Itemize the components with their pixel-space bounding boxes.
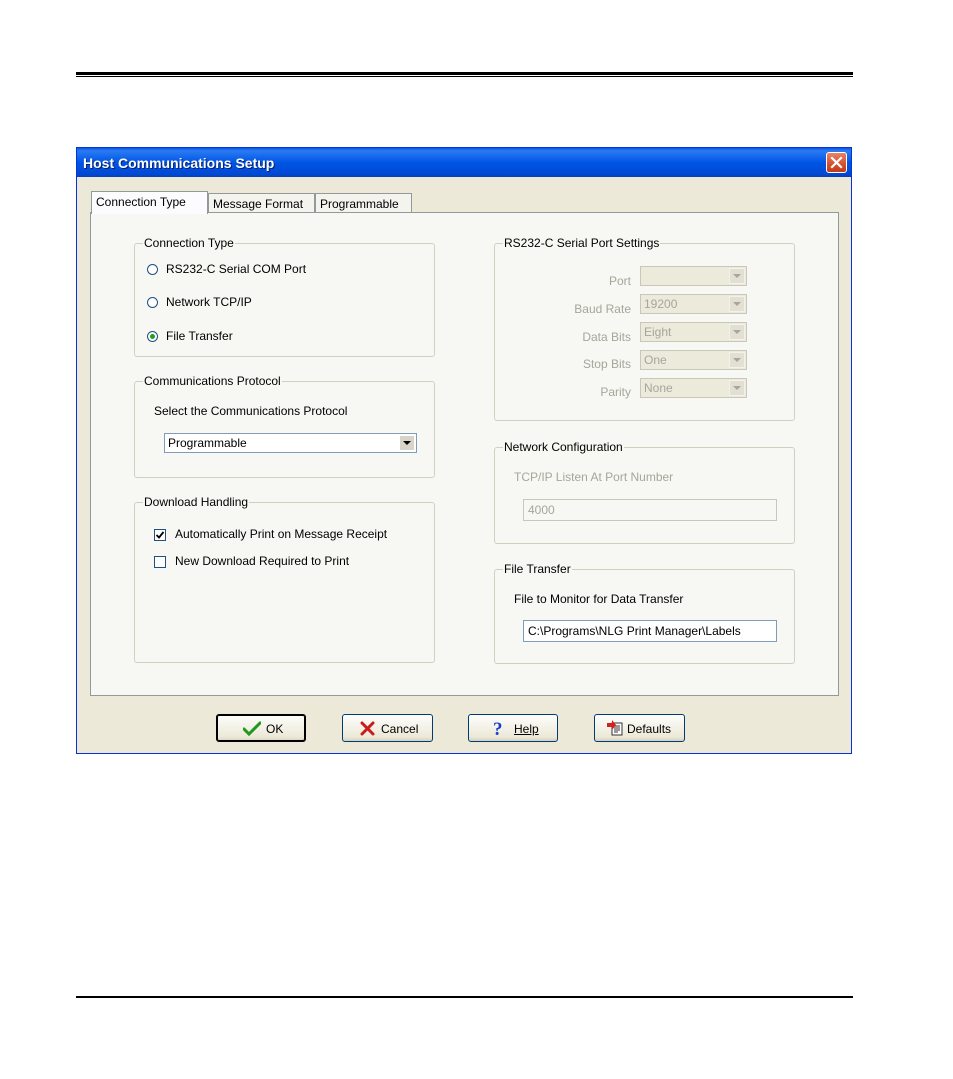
chevron-down-icon[interactable] [399, 435, 415, 451]
parity-value: None [644, 381, 673, 395]
parity-label: Parity [600, 385, 631, 399]
listen-port-input[interactable] [523, 499, 777, 521]
close-button[interactable] [826, 152, 847, 173]
svg-text:?: ? [493, 719, 503, 738]
tab-panel-connection-type [90, 212, 839, 696]
ok-label: OK [266, 722, 284, 736]
help-label: Help [514, 722, 539, 736]
tab-programmable[interactable] [315, 193, 412, 213]
tab-connection-type[interactable] [91, 191, 208, 214]
cancel-x-icon [360, 721, 375, 736]
listen-port-value: 4000 [528, 503, 555, 517]
group-legend: RS232-C Serial Port Settings [504, 236, 660, 250]
chevron-down-icon[interactable] [729, 296, 745, 312]
baud-rate-value: 19200 [644, 297, 678, 311]
chevron-down-icon[interactable] [729, 352, 745, 368]
baud-rate-label: Baud Rate [574, 302, 631, 316]
group-legend: Connection Type [144, 236, 234, 250]
page-top-rule [76, 72, 853, 77]
serial-port-settings-group [494, 236, 795, 421]
tab-label: Connection Type [96, 195, 186, 209]
protocol-value: Programmable [168, 436, 247, 450]
baud-rate-dropdown[interactable] [640, 294, 747, 314]
stop-bits-value: One [644, 353, 667, 367]
port-dropdown[interactable] [640, 266, 747, 286]
defaults-button[interactable] [594, 714, 685, 742]
monitor-file-input[interactable] [523, 620, 777, 642]
file-transfer-group [494, 562, 795, 664]
group-legend: File Transfer [504, 562, 571, 576]
stop-bits-label: Stop Bits [582, 357, 631, 371]
stop-bits-dropdown[interactable] [640, 350, 747, 370]
checkbox[interactable] [154, 529, 166, 541]
group-legend: Download Handling [144, 495, 249, 509]
help-question-icon [492, 719, 506, 738]
port-label: Port [608, 274, 631, 288]
chevron-down-icon[interactable] [729, 268, 745, 284]
ok-button[interactable] [216, 714, 306, 742]
chevron-down-icon[interactable] [729, 324, 745, 340]
radio-label[interactable]: RS232-C Serial COM Port [166, 262, 307, 276]
data-bits-dropdown[interactable] [640, 322, 747, 342]
close-icon [830, 156, 843, 169]
radio-button[interactable] [147, 331, 158, 342]
network-configuration-group [494, 440, 795, 544]
radio-button[interactable] [147, 264, 158, 275]
radio-button[interactable] [147, 297, 158, 308]
checkbox-label[interactable]: Automatically Print on Message Receipt [175, 527, 388, 541]
host-communications-dialog [76, 147, 852, 754]
data-bits-value: Eight [644, 325, 672, 339]
title-bar[interactable] [77, 148, 851, 177]
radio-label[interactable]: File Transfer [166, 329, 233, 343]
data-bits-label: Data Bits [582, 330, 631, 344]
communications-protocol-group [134, 374, 435, 478]
defaults-icon [606, 720, 624, 737]
protocol-prompt: Select the Communications Protocol [154, 404, 348, 418]
page-bottom-rule [76, 996, 853, 998]
radio-label[interactable]: Network TCP/IP [166, 295, 252, 309]
tab-label: Message Format [213, 197, 304, 211]
protocol-dropdown[interactable] [164, 433, 417, 453]
cancel-label: Cancel [381, 722, 419, 736]
defaults-label: Defaults [627, 722, 672, 736]
tab-message-format[interactable] [208, 193, 315, 213]
parity-dropdown[interactable] [640, 378, 747, 398]
cancel-button[interactable] [342, 714, 433, 742]
checkbox-label[interactable]: New Download Required to Print [175, 554, 350, 568]
help-button[interactable] [468, 714, 558, 742]
monitor-file-label: File to Monitor for Data Transfer [514, 592, 684, 606]
group-legend: Network Configuration [504, 440, 623, 454]
group-legend: Communications Protocol [144, 374, 281, 388]
checkmark-icon [243, 721, 261, 737]
download-handling-group [134, 495, 435, 663]
checkmark-icon [155, 530, 165, 540]
checkbox[interactable] [154, 556, 166, 568]
connection-type-group [134, 236, 435, 357]
tab-label: Programmable [320, 197, 399, 211]
monitor-file-value: C:\Programs\NLG Print Manager\Labels [528, 624, 741, 638]
chevron-down-icon[interactable] [729, 380, 745, 396]
window-title: Host Communications Setup [83, 155, 275, 171]
listen-port-label: TCP/IP Listen At Port Number [514, 470, 674, 484]
